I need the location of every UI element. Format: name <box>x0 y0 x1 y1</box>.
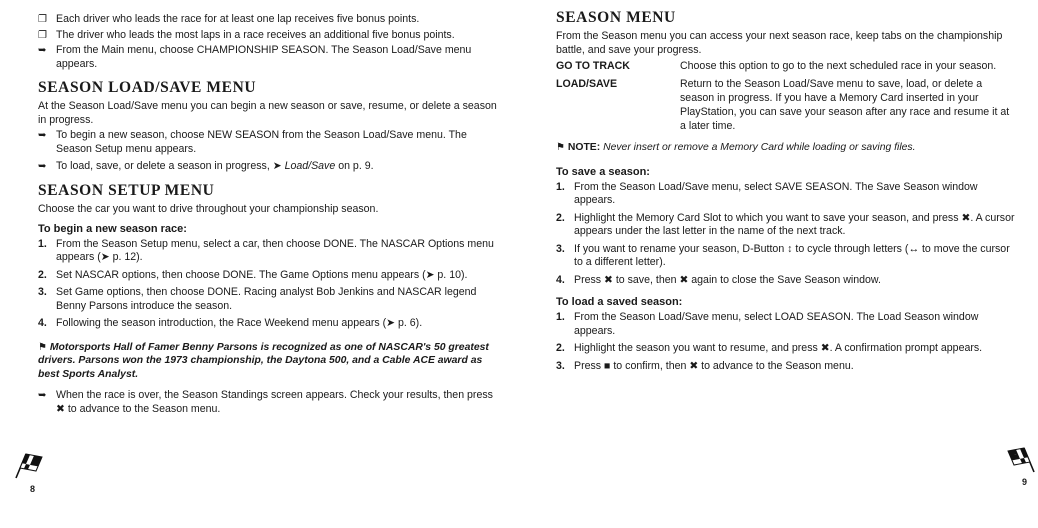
arrow-icon: ➥ <box>38 45 47 56</box>
save-step: 4. Press ✖ to save, then ✖ again to close the Save Season window. <box>556 273 881 286</box>
bullet-race-over: ➥ When the race is over, the Season Standings screen appears. Check your results, then press ✖ to advance to the Season menu. <box>38 389 493 415</box>
checkered-flag-icon <box>1004 446 1038 474</box>
checkered-flag-icon: ⚑ <box>556 142 565 153</box>
heading-season-menu: SEASON MENU <box>556 9 676 26</box>
bullet-bonus-lap: ❐ Each driver who leads the race for at least one lap receives five bonus points. <box>38 13 420 25</box>
load-step: 2. Highlight the season you want to resume, and press ✖. A confirmation prompt appears. <box>556 342 983 354</box>
setup-step: 1. From the Season Setup menu, select a car, then choose DONE. The NASCAR Options menu appears (➤ p. 12). <box>38 237 494 263</box>
checkbox-icon: ❐ <box>38 14 47 25</box>
setup-step: 4. Following the season introduction, the Race Weekend menu appears (➤ p. 6). <box>38 317 423 329</box>
parsons-note: ⚑ Motorsports Hall of Famer Benny Parsons is recognized as one of NASCAR's 50 greatest drivers. Parsons won the 1973 championship, the Daytona 500, and a Cable ACE award as best Sports Analyst. <box>38 341 489 380</box>
subheading-load-season: To load a saved season: <box>556 296 683 308</box>
setup-step: 3. Set Game options, then choose DONE. Racing analyst Bob Jenkins and NASCAR legend Benny Parsons introduce the season. <box>38 286 477 312</box>
bullet-most-laps: ❐ The driver who leads the most laps in a race receives an additional five bonus points. <box>38 28 455 41</box>
checkbox-icon: ❐ <box>38 29 47 41</box>
save-step: 2. Highlight the Memory Card Slot to which you want to save your season, and press ✖. A cursor appears under the last letter in the name of the next track. <box>556 211 1015 237</box>
arrow-icon: ➥ <box>38 130 47 141</box>
heading-season-load-save: SEASON LOAD/SAVE MENU <box>38 79 257 96</box>
season-menu-intro: From the Season menu you can access your next season race, keep tabs on the championship battle, and save your progress. <box>556 30 1003 56</box>
load-save-intro: At the Season Load/Save menu you can begin a new season or save, resume, or delete a season in progress. <box>38 100 497 126</box>
memory-card-note: ⚑ NOTE: Never insert or remove a Memory Card while loading or saving files. <box>556 142 916 153</box>
checkered-flag-icon <box>12 452 46 480</box>
bullet-main-menu: ➥ From the Main menu, choose CHAMPIONSHIP SEASON. The Season Load/Save menu appears. <box>38 44 472 70</box>
setup-intro: Choose the car you want to drive throughout your championship season. <box>38 202 379 215</box>
load-step: 1. From the Season Load/Save menu, select LOAD SEASON. The Load Season window appears. <box>556 311 979 337</box>
setup-step: 2. Set NASCAR options, then choose DONE. The Game Options menu appears (➤ p. 10). <box>38 268 468 281</box>
save-step: 3. If you want to rename your season, D-Button ↕ to cycle through letters (↔ to move the cursor to a different letter). <box>556 242 1010 268</box>
load-step: 3. Press ■ to confirm, then ✖ to advance to the Season menu. <box>556 359 854 372</box>
bullet-load-save: ➥ To load, save, or delete a season in progress, ➤ Load/Save on p. 9. <box>38 160 374 172</box>
page-number-right: 9 <box>1022 477 1028 487</box>
load-save-reference: Load/Save <box>284 160 336 172</box>
page-number-left: 8 <box>30 484 36 494</box>
save-step: 1. From the Season Load/Save menu, select SAVE SEASON. The Save Season window appears. <box>556 180 978 206</box>
subheading-begin-race: To begin a new season race: <box>38 222 187 235</box>
arrow-icon: ➥ <box>38 161 47 172</box>
checkered-flag-icon: ⚑ <box>38 341 47 353</box>
option-load-save: LOAD/SAVE Return to the Season Load/Save menu to save, load, or delete a season in progress. If you have a Memory Card inserted in your PlayStation, you can save your season after any race and resume it at a later time. <box>556 78 1010 132</box>
arrow-icon: ➥ <box>38 390 47 401</box>
left-page <box>38 0 500 528</box>
right-page <box>556 0 1016 528</box>
triangle-arrow-icon: ➤ <box>272 160 282 172</box>
subheading-save-season: To save a season: <box>556 165 650 178</box>
option-go-to-track: GO TO TRACK Choose this option to go to the next scheduled race in your season. <box>556 60 997 72</box>
heading-season-setup: SEASON SETUP MENU <box>38 181 215 199</box>
bullet-new-season: ➥ To begin a new season, choose NEW SEASON from the Season Load/Save menu. The Season Setup menu appears. <box>38 129 467 155</box>
